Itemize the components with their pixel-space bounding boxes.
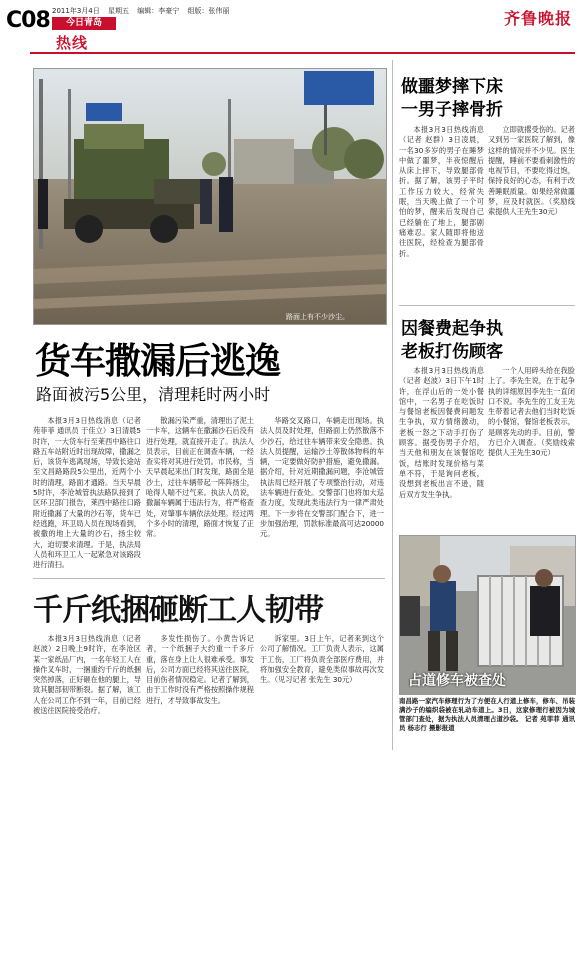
photo-caption: 路面上有不少沙尘。: [286, 313, 349, 321]
column-divider: [392, 60, 393, 750]
article1-col1-text: 本报3月3日热线消息（记者 苑菲菲 通讯员 于佳立）3日清晨5时许，一大货车行至莱西中路往口路五车站附近时出现故障，撒漏之后，该货车逃离现场，导致长途站至文昌路路段5公里出，近两个小时的清理，路面才通路。当天早晨5时许，李沧城管执法路队接到了区环卫部门报告，莱西中路往口路附近撒漏了大量的沙石等，货车已经逃跑，环卫局人员在现场看到，被撒的地上大量的沙石，扬尘较大，迫切要求清理。于是，执法局人员和环卫工人一起紧急对该路段进行清扫。: [33, 416, 141, 570]
article4-col1-text: 本报3月3日热线消息（记者 赵波）3日下午1时许，在浮山后的一处小餐馆中，一名男子在吃饭时与餐馆老板因餐费问题发生争执，双方情绪激动，老板一怒之下动手打伤了顾客。据受伤男子介绍，当天他和朋友在该餐馆吃饭，结账时发现价格与菜单不符，于是询问老板，没想到老板出言不逊，随后双方发生争执。: [399, 366, 484, 499]
article4-headline-1: 因餐费起争执: [401, 319, 503, 339]
right-rule: [399, 305, 575, 306]
article3-headline-1: 做噩梦摔下床: [401, 77, 503, 97]
article2-col1: [33, 634, 141, 742]
header-designer: 组版：张伟丽: [187, 7, 230, 15]
brand-logo: 齐鲁晚报: [503, 9, 572, 28]
article4-headline-2: 老板打伤顾客: [401, 342, 503, 362]
article1-col3-text: 华路交叉路口，车辆走出现场。执法人员及时处理，但路面上仍然散落不少沙石，给过往车辆带来安全隐患。执法人员提醒，运输沙土等散体物料的车辆，一定要做好防护措施，避免撒漏。据介绍，针对近期撒漏问题，李沧城管执法局已经开展了专项整治行动，对违法车辆进行查处。交警部门也将加大巡查力度，发现此类违法行为一律严肃处理。下一步将在交警部门配合下，进一步加强治理，罚款标准最高可达20000元。: [260, 416, 384, 539]
main-subhead: 路面被污5公里，清理耗时两小时: [36, 385, 271, 404]
article3-headline-2: 一男子摔骨折: [401, 100, 503, 120]
article4-col2-text: 一个人用碎头给在我脸上了。李先生说，在于起争执的详细原因李先生一直闭口不说。李先生的工友王先生带着记者去他们当时吃饭的小餐馆，餐馆老板表示，是顾客先动的手。目前，警方已介入调查。（奖励线索提供人王先生30元）: [488, 366, 575, 458]
article4-col1: [399, 366, 484, 528]
article3-col2: [488, 125, 575, 303]
photo2-caption-title: 占道修车被查处: [408, 673, 506, 689]
article2-col2: [146, 634, 254, 742]
section-tag: 今日青岛: [52, 17, 116, 30]
article3-col1-text: 本报3月3日热线消息（记者 赵群）3日凌晨，一名30多岁的男子在睡梦中做了噩梦，半夜惊醒后从床上摔下，导致腿部骨折。据了解，该男子平时工作压力较大，经常失眠，当天晚上做了一个可怕的梦，醒来后发现自己已经躺在了地上，腿部剧痛难忍。家人随即将他送往医院，经检查为腿部骨折。: [399, 125, 484, 258]
article2-col2-text: 多发性损伤了。小黄告诉记者，一个纸捆子大约重一千多斤重，落在身上让人很难承受。事发后，公司方面已经将其送往医院，目前伤者情况稳定。记者了解到，由于工作时没有严格按照操作规程进行，才导致事故发生。: [146, 634, 254, 705]
section-rule: [33, 578, 385, 579]
article1-col2-text: 散漏污染严重，清理出了泥土一卡车，这辆车在撒漏沙石后没有进行处理，就直接开走了。执法人员表示，目前正在调查车辆，一经查实将对其进行处罚。市民称，当天早晨起来出门时发现，路面全是沙土，过往车辆带起一阵阵扬尘，呛得人喘不过气来。执法人员说，撒漏车辆属于违法行为，将严格查处，对肇事车辆依法处理。经过两个多小时的清理，路面才恢复了正常。: [146, 416, 254, 539]
page-margin: [0, 860, 580, 975]
article2-col3-text: 诉家里。3日上午，记者来到这个公司了解情况。工厂负责人表示，这属于工伤，工厂将负责全部医疗费用，并将加强安全教育，避免类似事故再次发生。（见习记者 张先生 30元）: [260, 634, 384, 685]
truck-photo: [33, 68, 387, 325]
header-meta: [52, 6, 235, 16]
page-header: [0, 0, 580, 52]
article2-col3: [260, 634, 384, 742]
header-weekday: 星期五: [107, 7, 129, 15]
article1-col3: [260, 416, 384, 576]
article1-col2: [146, 416, 254, 576]
article1-col1: [33, 416, 141, 576]
header-rule: [30, 52, 575, 54]
header-editor: 编辑：李豪宁: [137, 7, 180, 15]
article3-col1: [399, 125, 484, 303]
main-headline: 货车撒漏后逃逸: [35, 341, 281, 382]
article2-headline: 千斤纸捆砸断工人韧带: [33, 593, 323, 628]
article4-col2: [488, 366, 575, 528]
photo2-caption: 南昌路一家汽车修理行为了方便在人行道上修车，修车、吊装满沙子的编织袋被在轧动车道上。3日，这家修理行被因为城管部门查处，据为执法人员清理占道沙袋。 记者 苑菲菲 通讯员 杨志行 摄影报道: [399, 697, 575, 732]
article2-col1-text: 本报3月3日热线消息（记者 赵波）2日晚上9时许，在李沧区某一家纸品厂内，一名年轻工人在操作叉车时，一捆重约千斤的纸捆突然掉落，正好砸在他的腿上，导致其腿部韧带断裂。据了解，该工人在公司工作不到一年，目前已经被送往医院接受治疗。: [33, 634, 141, 716]
page-number: C08: [6, 8, 50, 33]
section-name: 热线: [56, 34, 89, 52]
article3-col2-text: 立即就撂受伤的。记者又到另一家医院了解到，像这样的情况并不少见。医生提醒，睡前不要看刺激性的电视节目，不要吃得过饱，保持良好的心态，有利于改善睡眠质量。如果经常做噩梦，应及时就医。（奖励线索提供人王先生30元）: [488, 125, 575, 217]
header-date: 2011年3月4日: [52, 7, 100, 15]
